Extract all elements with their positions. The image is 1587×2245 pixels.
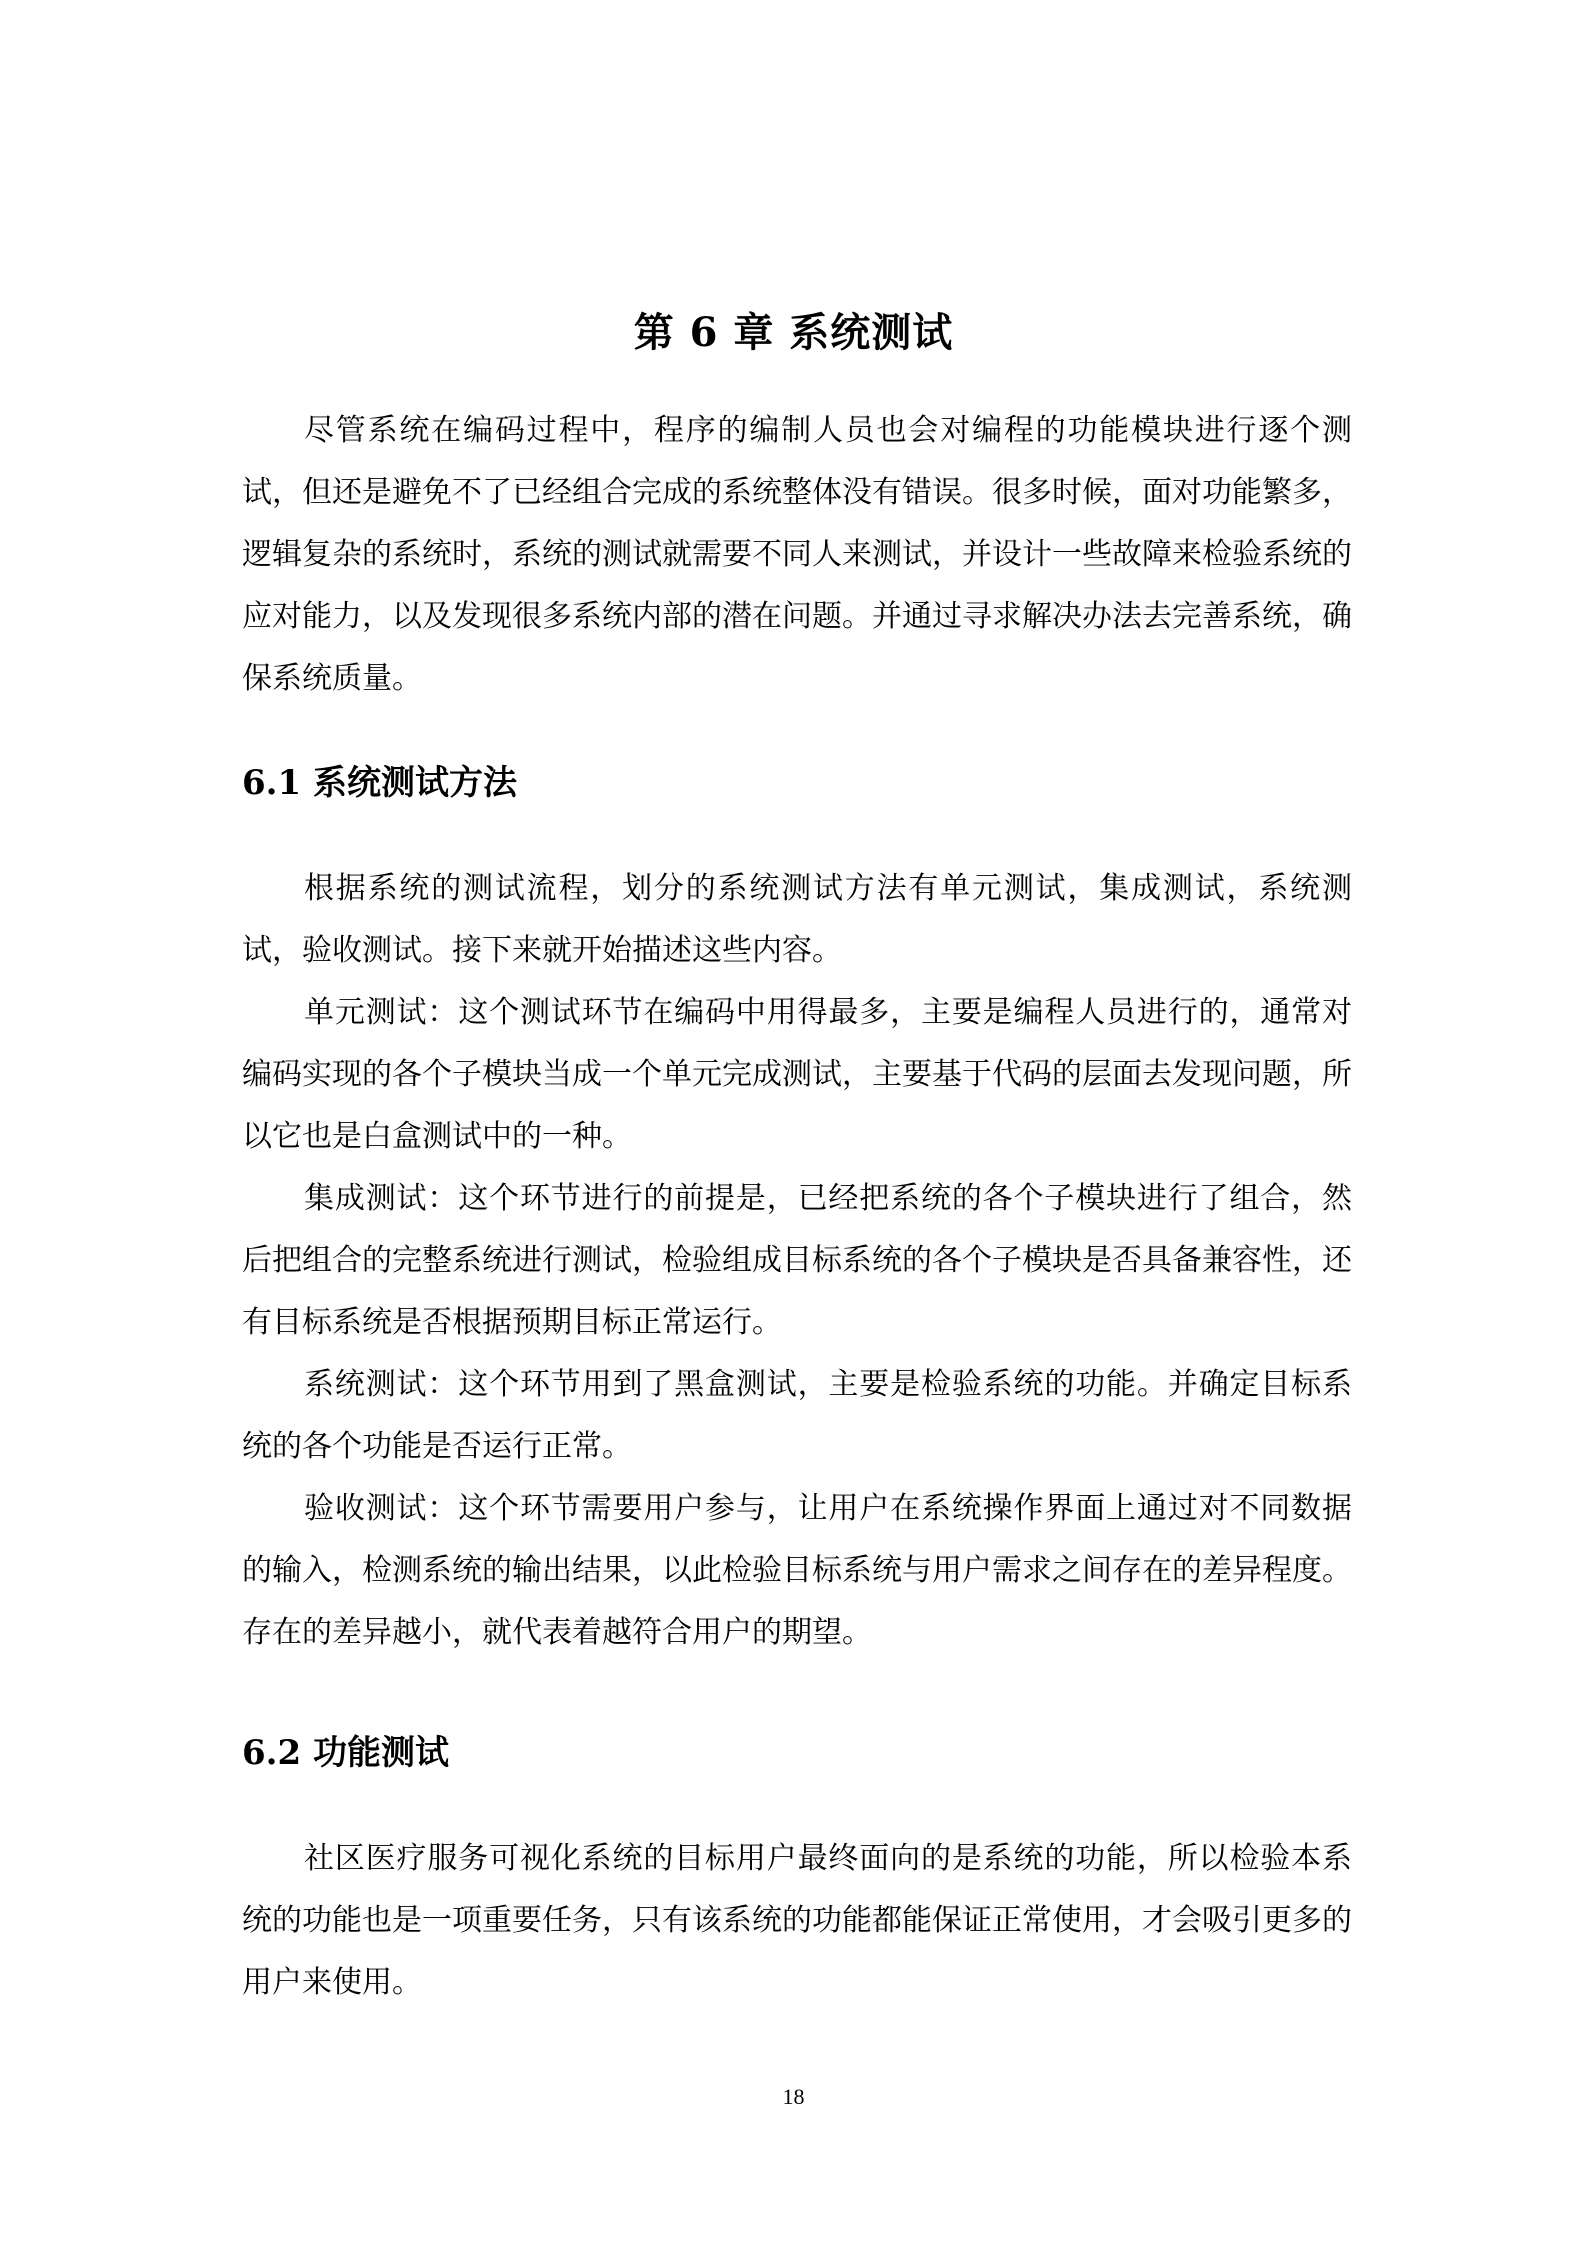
body-paragraph: 社区医疗服务可视化系统的目标用户最终面向的是系统的功能，所以检验本系统的功能也是一项重要任务，只有该系统的功能都能保证正常使用，才会吸引更多的用户来使用。	[242, 1841, 1352, 2000]
body-paragraph: 根据系统的测试流程，划分的系统测试方法有单元测试，集成测试，系统测试，验收测试。接下来就开始描述这些内容。	[242, 871, 1352, 968]
section-heading: 6.2 功能测试	[242, 1733, 449, 1773]
section-6-2-body	[242, 1828, 1352, 2014]
section-6-2	[242, 1728, 1352, 1778]
section-heading: 6.1 系统测试方法	[242, 763, 517, 803]
intro-paragraph: 尽管系统在编码过程中，程序的编制人员也会对编程的功能模块进行逐个测试，但还是避免不了已经组合完成的系统整体没有错误。很多时候，面对功能繁多，逻辑复杂的系统时，系统的测试就需要不同人来测试，并设计一些故障来检验系统的应对能力，以及发现很多系统内部的潜在问题。并通过寻求解决办法去完善系统，确保系统质量。	[242, 413, 1352, 696]
section-6-1	[242, 758, 1352, 808]
body-paragraph-system-test: 系统测试：这个环节用到了黑盒测试，主要是检验系统的功能。并确定目标系统的各个功能是否运行正常。	[242, 1367, 1352, 1464]
section-6-1-body	[242, 858, 1352, 1664]
chapter-intro	[242, 400, 1352, 710]
body-paragraph-integration-test: 集成测试：这个环节进行的前提是，已经把系统的各个子模块进行了组合，然后把组合的完整系统进行测试，检验组成目标系统的各个子模块是否具备兼容性，还有目标系统是否根据预期目标正常运行。	[242, 1181, 1352, 1340]
chapter-title: 第 6 章 系统测试	[633, 308, 954, 356]
body-paragraph-acceptance-test: 验收测试：这个环节需要用户参与，让用户在系统操作界面上通过对不同数据的输入，检测系统的输出结果，以此检验目标系统与用户需求之间存在的差异程度。存在的差异越小，就代表着越符合用户的期望。	[242, 1491, 1352, 1650]
page-number: 18	[782, 2084, 805, 2109]
body-paragraph-unit-test: 单元测试：这个测试环节在编码中用得最多，主要是编程人员进行的，通常对编码实现的各个子模块当成一个单元完成测试，主要基于代码的层面去发现问题，所以它也是白盒测试中的一种。	[242, 995, 1352, 1154]
